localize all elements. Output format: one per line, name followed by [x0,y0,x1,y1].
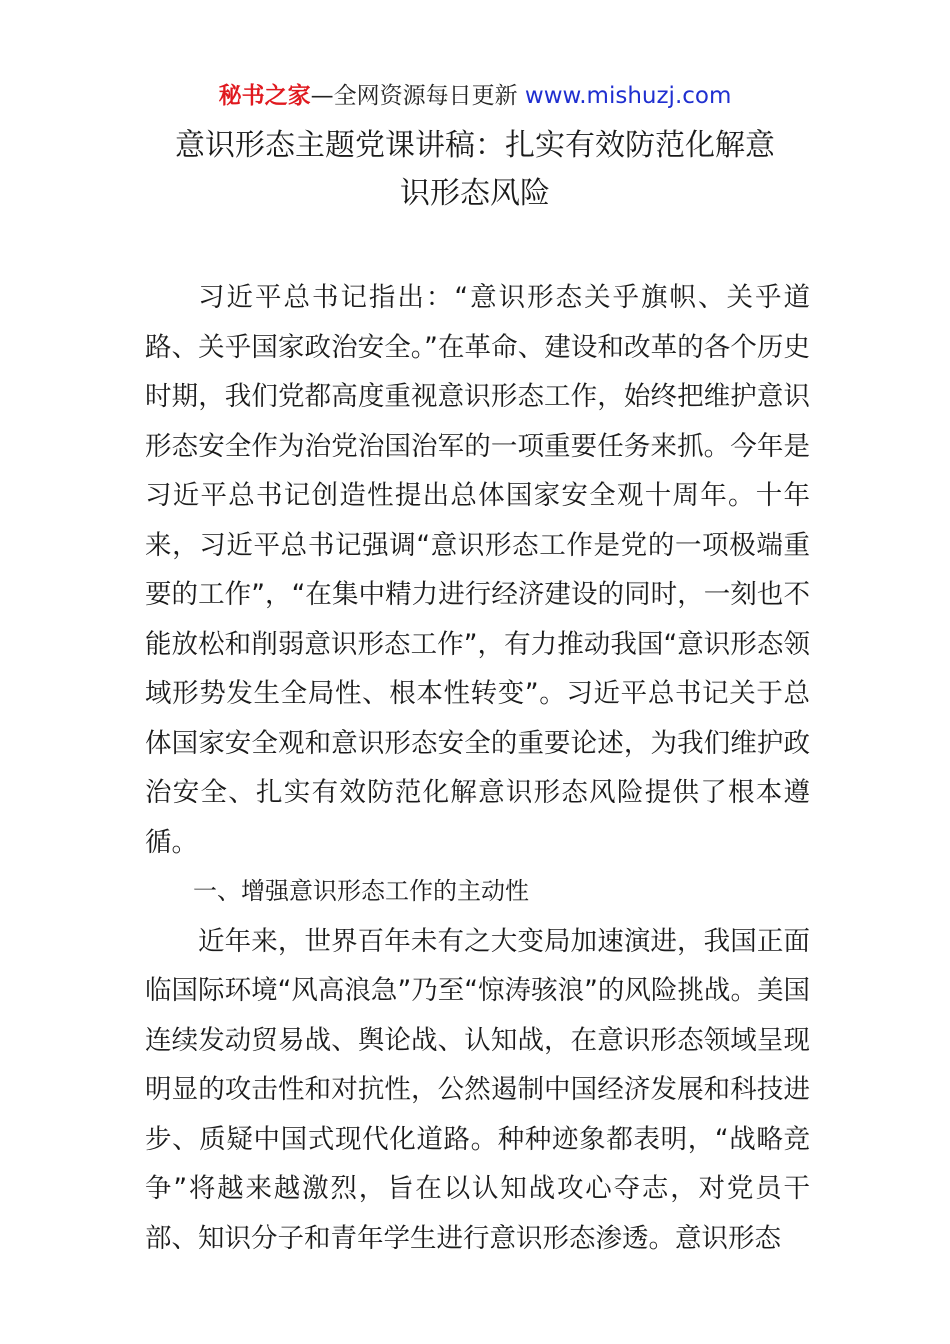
document-body [145,273,810,1263]
paragraph: 近年来，世界百年未有之大变局加速演进，我国正面临国际环境“风高浪急”乃至“惊涛骇浪”的风险挑战。美国连续发动贸易战、舆论战、认知战，在意识形态领域呈现明显的攻击性和对抗性，公然遏制中国经济发展和科技进步、质疑中国式现代化道路。种种迹象都表明，“战略竞争”将越来越激烈，旨在以认知战攻心夺志，对党员干部、知识分子和青年学生进行意识形态渗透。意识形态 [145,925,810,1254]
site-url: www.mishuzj.com [524,83,732,109]
section-heading: 一、增强意识形态工作的主动性 [193,877,529,905]
brand-name: 秘书之家 [218,83,311,109]
title-line-2: 识形态风险 [400,176,550,211]
site-header [0,80,950,112]
document-title [120,122,830,218]
title-line-1: 意识形态主题党课讲稿：扎实有效防范化解意 [175,128,775,163]
header-slogan: —全网资源每日更新 [310,83,518,109]
paragraph: 习近平总书记指出：“意识形态关乎旗帜、关乎道路、关乎国家政治安全。”在革命、建设和改革的各个历史时期，我们党都高度重视意识形态工作，始终把维护意识形态安全作为治党治国治军的一项重要任务来抓。今年是习近平总书记创造性提出总体国家安全观十周年。十年来，习近平总书记强调“意识形态工作是党的一项极端重要的工作”，“在集中精力进行经济建设的同时，一刻也不能放松和削弱意识形态工作”，有力推动我国“意识形态领域形势发生全局性、根本性转变”。习近平总书记关于总体国家安全观和意识形态安全的重要论述，为我们维护政治安全、扎实有效防范化解意识形态风险提供了根本遵循。 [145,282,810,858]
